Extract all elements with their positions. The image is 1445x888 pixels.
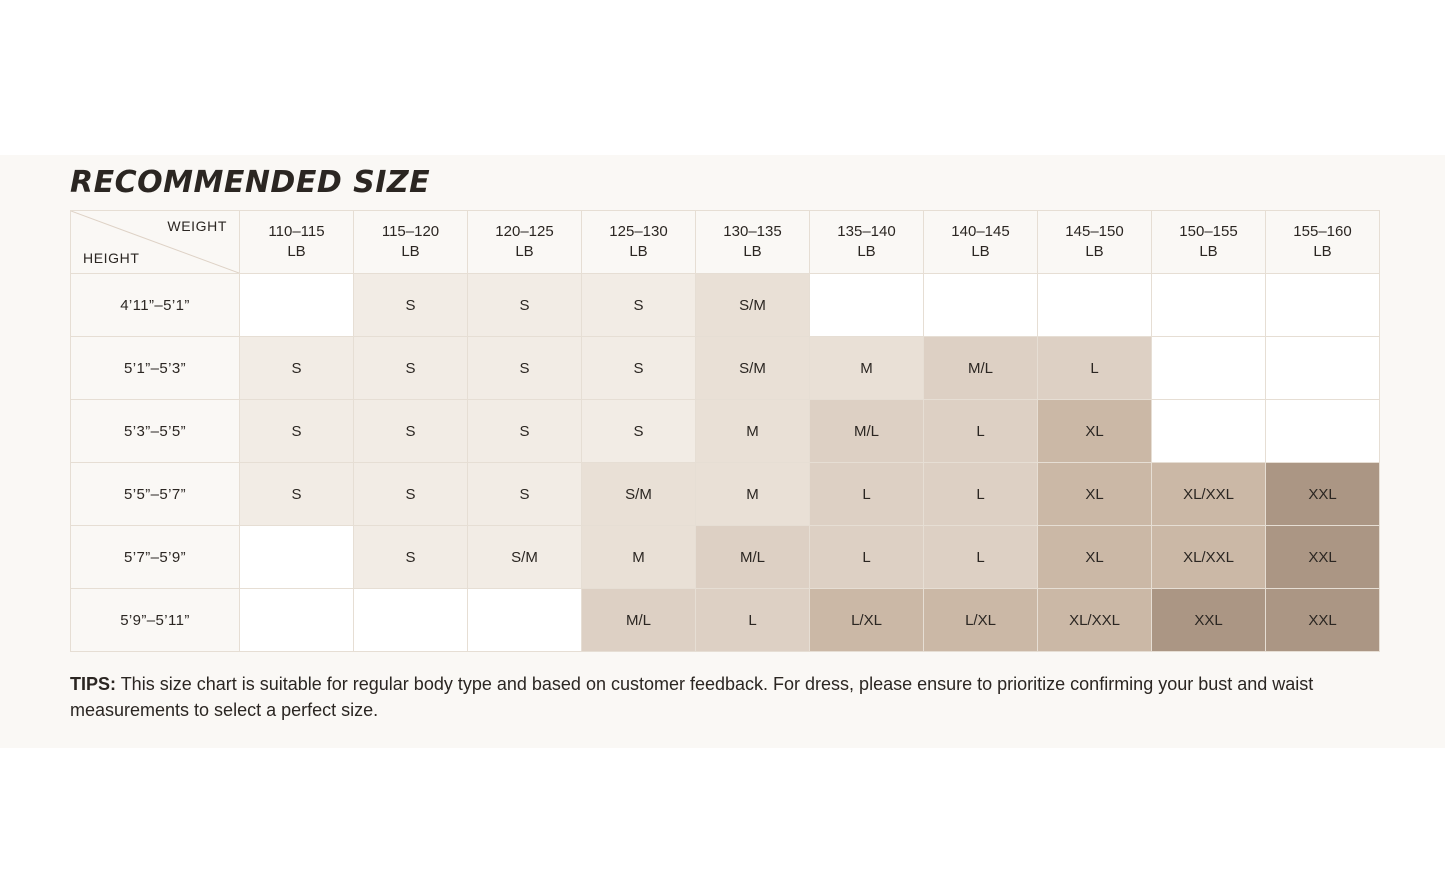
weight-column-header: [1038, 211, 1152, 274]
size-cell: XXL: [1266, 526, 1380, 589]
size-cell: [1038, 274, 1152, 337]
size-cell: XL: [1038, 526, 1152, 589]
size-cell: [240, 589, 354, 652]
weight-range: 140–145: [951, 222, 1010, 240]
weight-unit: LB: [743, 243, 762, 260]
size-cell: S: [468, 400, 582, 463]
size-cell: S: [468, 337, 582, 400]
weight-unit: LB: [629, 243, 648, 260]
size-cell: S: [354, 526, 468, 589]
weight-column-header: [1152, 211, 1266, 274]
size-cell: L/XL: [924, 589, 1038, 652]
table-body: [71, 274, 1380, 652]
weight-axis-label: WEIGHT: [167, 218, 227, 234]
height-row-header: 4’11”–5’1”: [71, 274, 240, 337]
size-cell: L: [696, 589, 810, 652]
weight-range: 135–140: [837, 222, 896, 240]
size-cell: M: [696, 463, 810, 526]
size-cell: M/L: [924, 337, 1038, 400]
weight-range: 110–115: [268, 222, 325, 240]
weight-unit: LB: [515, 243, 534, 260]
size-cell: S: [354, 274, 468, 337]
size-cell: XXL: [1266, 589, 1380, 652]
recommended-size-table: [70, 210, 1380, 652]
size-cell: M/L: [582, 589, 696, 652]
size-cell: [240, 274, 354, 337]
weight-range: 130–135: [723, 222, 782, 240]
size-chart-panel: [0, 155, 1445, 748]
height-row-header: 5’3”–5’5”: [71, 400, 240, 463]
weight-column-header: [354, 211, 468, 274]
weight-unit: LB: [971, 243, 990, 260]
size-cell: [1152, 274, 1266, 337]
table-row: [71, 337, 1380, 400]
size-cell: L/XL: [810, 589, 924, 652]
weight-unit: LB: [1085, 243, 1104, 260]
size-cell: [924, 274, 1038, 337]
size-cell: [1266, 400, 1380, 463]
size-cell: [1266, 274, 1380, 337]
size-cell: XL/XXL: [1038, 589, 1152, 652]
size-cell: S: [354, 337, 468, 400]
size-cell: S/M: [696, 274, 810, 337]
page-title: RECOMMENDED SIZE: [70, 165, 431, 200]
axis-corner-cell: [71, 211, 240, 274]
size-cell: S: [468, 463, 582, 526]
weight-unit: LB: [287, 243, 306, 260]
weight-column-header: [1266, 211, 1380, 274]
tips-label: TIPS:: [70, 674, 117, 694]
size-cell: [810, 274, 924, 337]
size-cell: S: [582, 400, 696, 463]
table-row: [71, 526, 1380, 589]
size-cell: S: [582, 337, 696, 400]
size-cell: S: [240, 400, 354, 463]
size-cell: [1266, 337, 1380, 400]
weight-range: 120–125: [495, 222, 554, 240]
size-cell: L: [1038, 337, 1152, 400]
size-cell: [354, 589, 468, 652]
size-cell: [1152, 400, 1266, 463]
weight-column-header: [468, 211, 582, 274]
size-cell: M/L: [810, 400, 924, 463]
size-cell: M: [696, 400, 810, 463]
size-cell: S: [240, 463, 354, 526]
weight-range: 150–155: [1179, 222, 1238, 240]
size-cell: [240, 526, 354, 589]
size-cell: S: [354, 400, 468, 463]
weight-column-header: [696, 211, 810, 274]
size-cell: S: [468, 274, 582, 337]
weight-unit: LB: [1313, 243, 1332, 260]
size-cell: M: [810, 337, 924, 400]
size-cell: XL/XXL: [1152, 463, 1266, 526]
weight-range: 145–150: [1065, 222, 1124, 240]
size-cell: S: [582, 274, 696, 337]
height-row-header: 5’1”–5’3”: [71, 337, 240, 400]
table-row: [71, 589, 1380, 652]
table-row: [71, 463, 1380, 526]
weight-unit: LB: [1199, 243, 1218, 260]
weight-column-header: [240, 211, 354, 274]
size-cell: L: [924, 526, 1038, 589]
size-cell: XL: [1038, 463, 1152, 526]
tips-text: This size chart is suitable for regular body type and based on customer feedback. For dress, please ensure to prioritize confirming your bust and waist measurements to select a perfect size.: [70, 674, 1314, 721]
weight-unit: LB: [857, 243, 876, 260]
height-row-header: 5’7”–5’9”: [71, 526, 240, 589]
size-cell: S: [240, 337, 354, 400]
weight-unit: LB: [401, 243, 420, 260]
size-cell: [1152, 337, 1266, 400]
size-cell: M: [582, 526, 696, 589]
size-cell: S/M: [468, 526, 582, 589]
size-cell: XXL: [1266, 463, 1380, 526]
size-cell: S/M: [582, 463, 696, 526]
height-row-header: 5’5”–5’7”: [71, 463, 240, 526]
table-row: [71, 274, 1380, 337]
table-row: [71, 400, 1380, 463]
size-cell: [468, 589, 582, 652]
size-cell: L: [810, 463, 924, 526]
weight-column-header: [810, 211, 924, 274]
weight-range: 125–130: [609, 222, 668, 240]
size-cell: S/M: [696, 337, 810, 400]
table-header-row: [71, 211, 1380, 274]
tips-note: [70, 671, 1375, 723]
weight-column-header: [924, 211, 1038, 274]
weight-range: 115–120: [381, 222, 440, 240]
weight-column-header: [582, 211, 696, 274]
weight-range: 155–160: [1293, 222, 1352, 240]
height-axis-label: HEIGHT: [83, 250, 140, 266]
height-row-header: 5’9”–5’11”: [71, 589, 240, 652]
size-cell: L: [810, 526, 924, 589]
size-cell: XL: [1038, 400, 1152, 463]
size-cell: XXL: [1152, 589, 1266, 652]
size-cell: XL/XXL: [1152, 526, 1266, 589]
size-cell: S: [354, 463, 468, 526]
size-cell: L: [924, 400, 1038, 463]
size-cell: M/L: [696, 526, 810, 589]
size-cell: L: [924, 463, 1038, 526]
